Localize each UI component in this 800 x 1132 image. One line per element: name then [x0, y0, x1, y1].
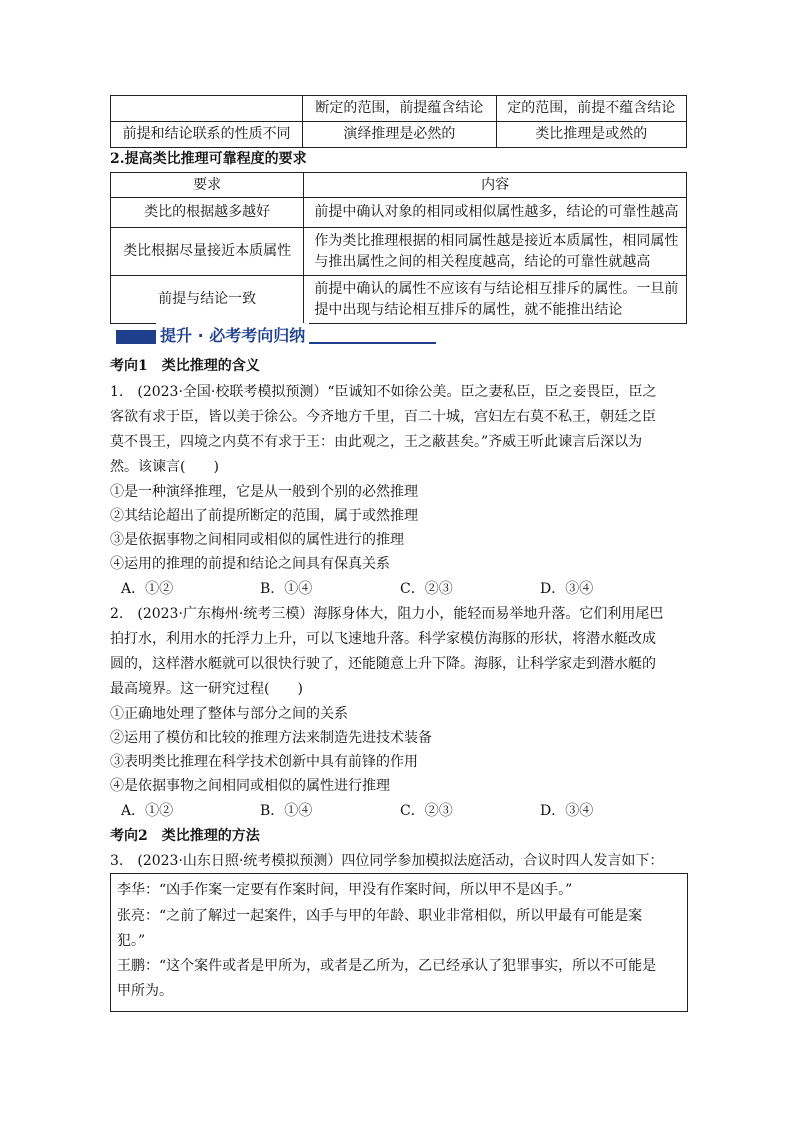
- option-d[interactable]: D．③④: [540, 581, 594, 597]
- requirements-table: [110, 172, 687, 324]
- table-cell: 类比根据尽量接近本质属性: [111, 228, 304, 276]
- table-cell: [111, 96, 303, 122]
- section-banner: [116, 323, 446, 345]
- cell-line: 前提中确认对象的相同或相似属性越多，结论的可靠性越高: [314, 204, 679, 220]
- question-1-line: 1. (2023·全国·校联考模拟预测）“臣诚知不如徐公美。臣之妻私臣，臣之妾畏臣，臣之: [110, 384, 657, 400]
- question-2-line: 最高境界。这一研究过程( ): [110, 681, 303, 697]
- question-2-line: 拍打水，利用水的托浮力上升，可以飞速地升落。科学家模仿海豚的形状，将潜水艇改成: [110, 631, 656, 647]
- cell-line: 前提中确认的属性不应该有与结论相互排斥的属性。一旦前: [314, 280, 679, 297]
- cell-line: 提中出现与结论相互排斥的属性，就不能推出结论: [314, 301, 623, 318]
- table-header: 要求: [111, 173, 304, 198]
- table-cell: 类比推理是或然的: [496, 122, 686, 148]
- option-c[interactable]: C．②③: [400, 581, 453, 597]
- table-cell: 前提与结论一致: [111, 276, 304, 324]
- option-a[interactable]: A．①②: [121, 581, 174, 597]
- question-1-item: ③是依据事物之间相同或相似的属性进行的推理: [110, 532, 404, 548]
- table-cell: [304, 198, 687, 228]
- table-cell: 断定的范围，前提蕴含结论: [303, 96, 496, 122]
- quote-line: 王鹏：“这个案件或者是甲所为，或者是乙所为，乙已经承认了犯罪事实，所以不可能是: [117, 958, 657, 974]
- banner-title: 提升 · 必考考向归纳: [156, 323, 309, 346]
- question-1-line: 客欲有求于臣，皆以美于徐公。今齐地方千里，百二十城，宫妇左右莫不私王，朝廷之臣: [110, 409, 656, 425]
- table-cell: 定的范围，前提不蕴含结论: [496, 96, 686, 122]
- quote-line: 张亮：“之前了解过一起案件，凶手与甲的年龄、职业非常相似，所以甲最有可能是案: [117, 908, 643, 924]
- question-1-item: ②其结论超出了前提所断定的范围，属于或然推理: [110, 508, 418, 524]
- table-header: 内容: [304, 173, 687, 198]
- table-cell: 前提和结论联系的性质不同: [111, 122, 303, 148]
- table-row: [111, 228, 687, 276]
- option-b[interactable]: B．①④: [260, 581, 313, 597]
- quote-line: 犯。”: [117, 933, 146, 949]
- direction-heading: 考向1 类比推理的含义: [110, 358, 260, 374]
- question-2-item: ②运用了模仿和比较的推理方法来制造先进技术装备: [110, 730, 432, 746]
- direction-heading: 考向2 类比推理的方法: [110, 828, 260, 844]
- table-row: [111, 96, 687, 122]
- section-title: 2.提高类比推理可靠程度的要求: [110, 151, 307, 167]
- quote-box: [110, 873, 688, 1012]
- quote-line: 李华：“凶手作案一定要有作案时间，甲没有作案时间，所以甲不是凶手。”: [117, 882, 573, 898]
- quote-line: 甲所为。: [117, 983, 173, 999]
- question-3-intro: 3. (2023·山东日照·统考模拟预测）四位同学参加模拟法庭活动，合议时四人发言如下：: [110, 853, 664, 869]
- question-2-item: ④是依据事物之间相同或相似的属性进行推理: [110, 778, 390, 794]
- option-b[interactable]: B．①④: [260, 803, 313, 819]
- question-1-item: ④运用的推理的前提和结论之间具有保真关系: [110, 556, 390, 572]
- question-2-item: ③表明类比推理在科学技术创新中具有前锋的作用: [110, 754, 418, 770]
- question-1-line: 莫不畏王，四境之内莫不有求于王：由此观之，王之蔽甚矣。”齐威王听此谏言后深以为: [110, 434, 643, 450]
- comparison-table: [110, 95, 687, 148]
- option-d[interactable]: D．③④: [540, 803, 594, 819]
- cell-line: 作为类比推理根据的相同属性越是接近本质属性，相同属性: [314, 232, 679, 249]
- table-row: [111, 276, 687, 324]
- cell-line: 与推出属性之间的相关程度越高，结论的可靠性就越高: [314, 253, 651, 270]
- question-2-line: 圆的，这样潜水艇就可以很快行驶了，还能随意上升下降。海豚，让科学家走到潜水艇的: [110, 656, 656, 672]
- question-2-line: 2. (2023·广东梅州·统考三模）海豚身体大，阻力小，能轻而易举地升落。它们利用尾巴: [110, 606, 664, 622]
- option-c[interactable]: C．②③: [400, 803, 453, 819]
- table-header-row: [111, 173, 687, 198]
- question-1-item: ①是一种演绎推理，它是从一般到个别的必然推理: [110, 484, 418, 500]
- table-row: [111, 198, 687, 228]
- question-2-item: ①正确地处理了整体与部分之间的关系: [110, 706, 348, 722]
- table-cell: [304, 228, 687, 276]
- question-1-line: 然。该谏言( ): [110, 459, 219, 475]
- table-cell: 类比的根据越多越好: [111, 198, 304, 228]
- table-row: [111, 122, 687, 148]
- table-cell: 演绎推理是必然的: [303, 122, 496, 148]
- option-a[interactable]: A．①②: [121, 803, 174, 819]
- table-cell: [304, 276, 687, 324]
